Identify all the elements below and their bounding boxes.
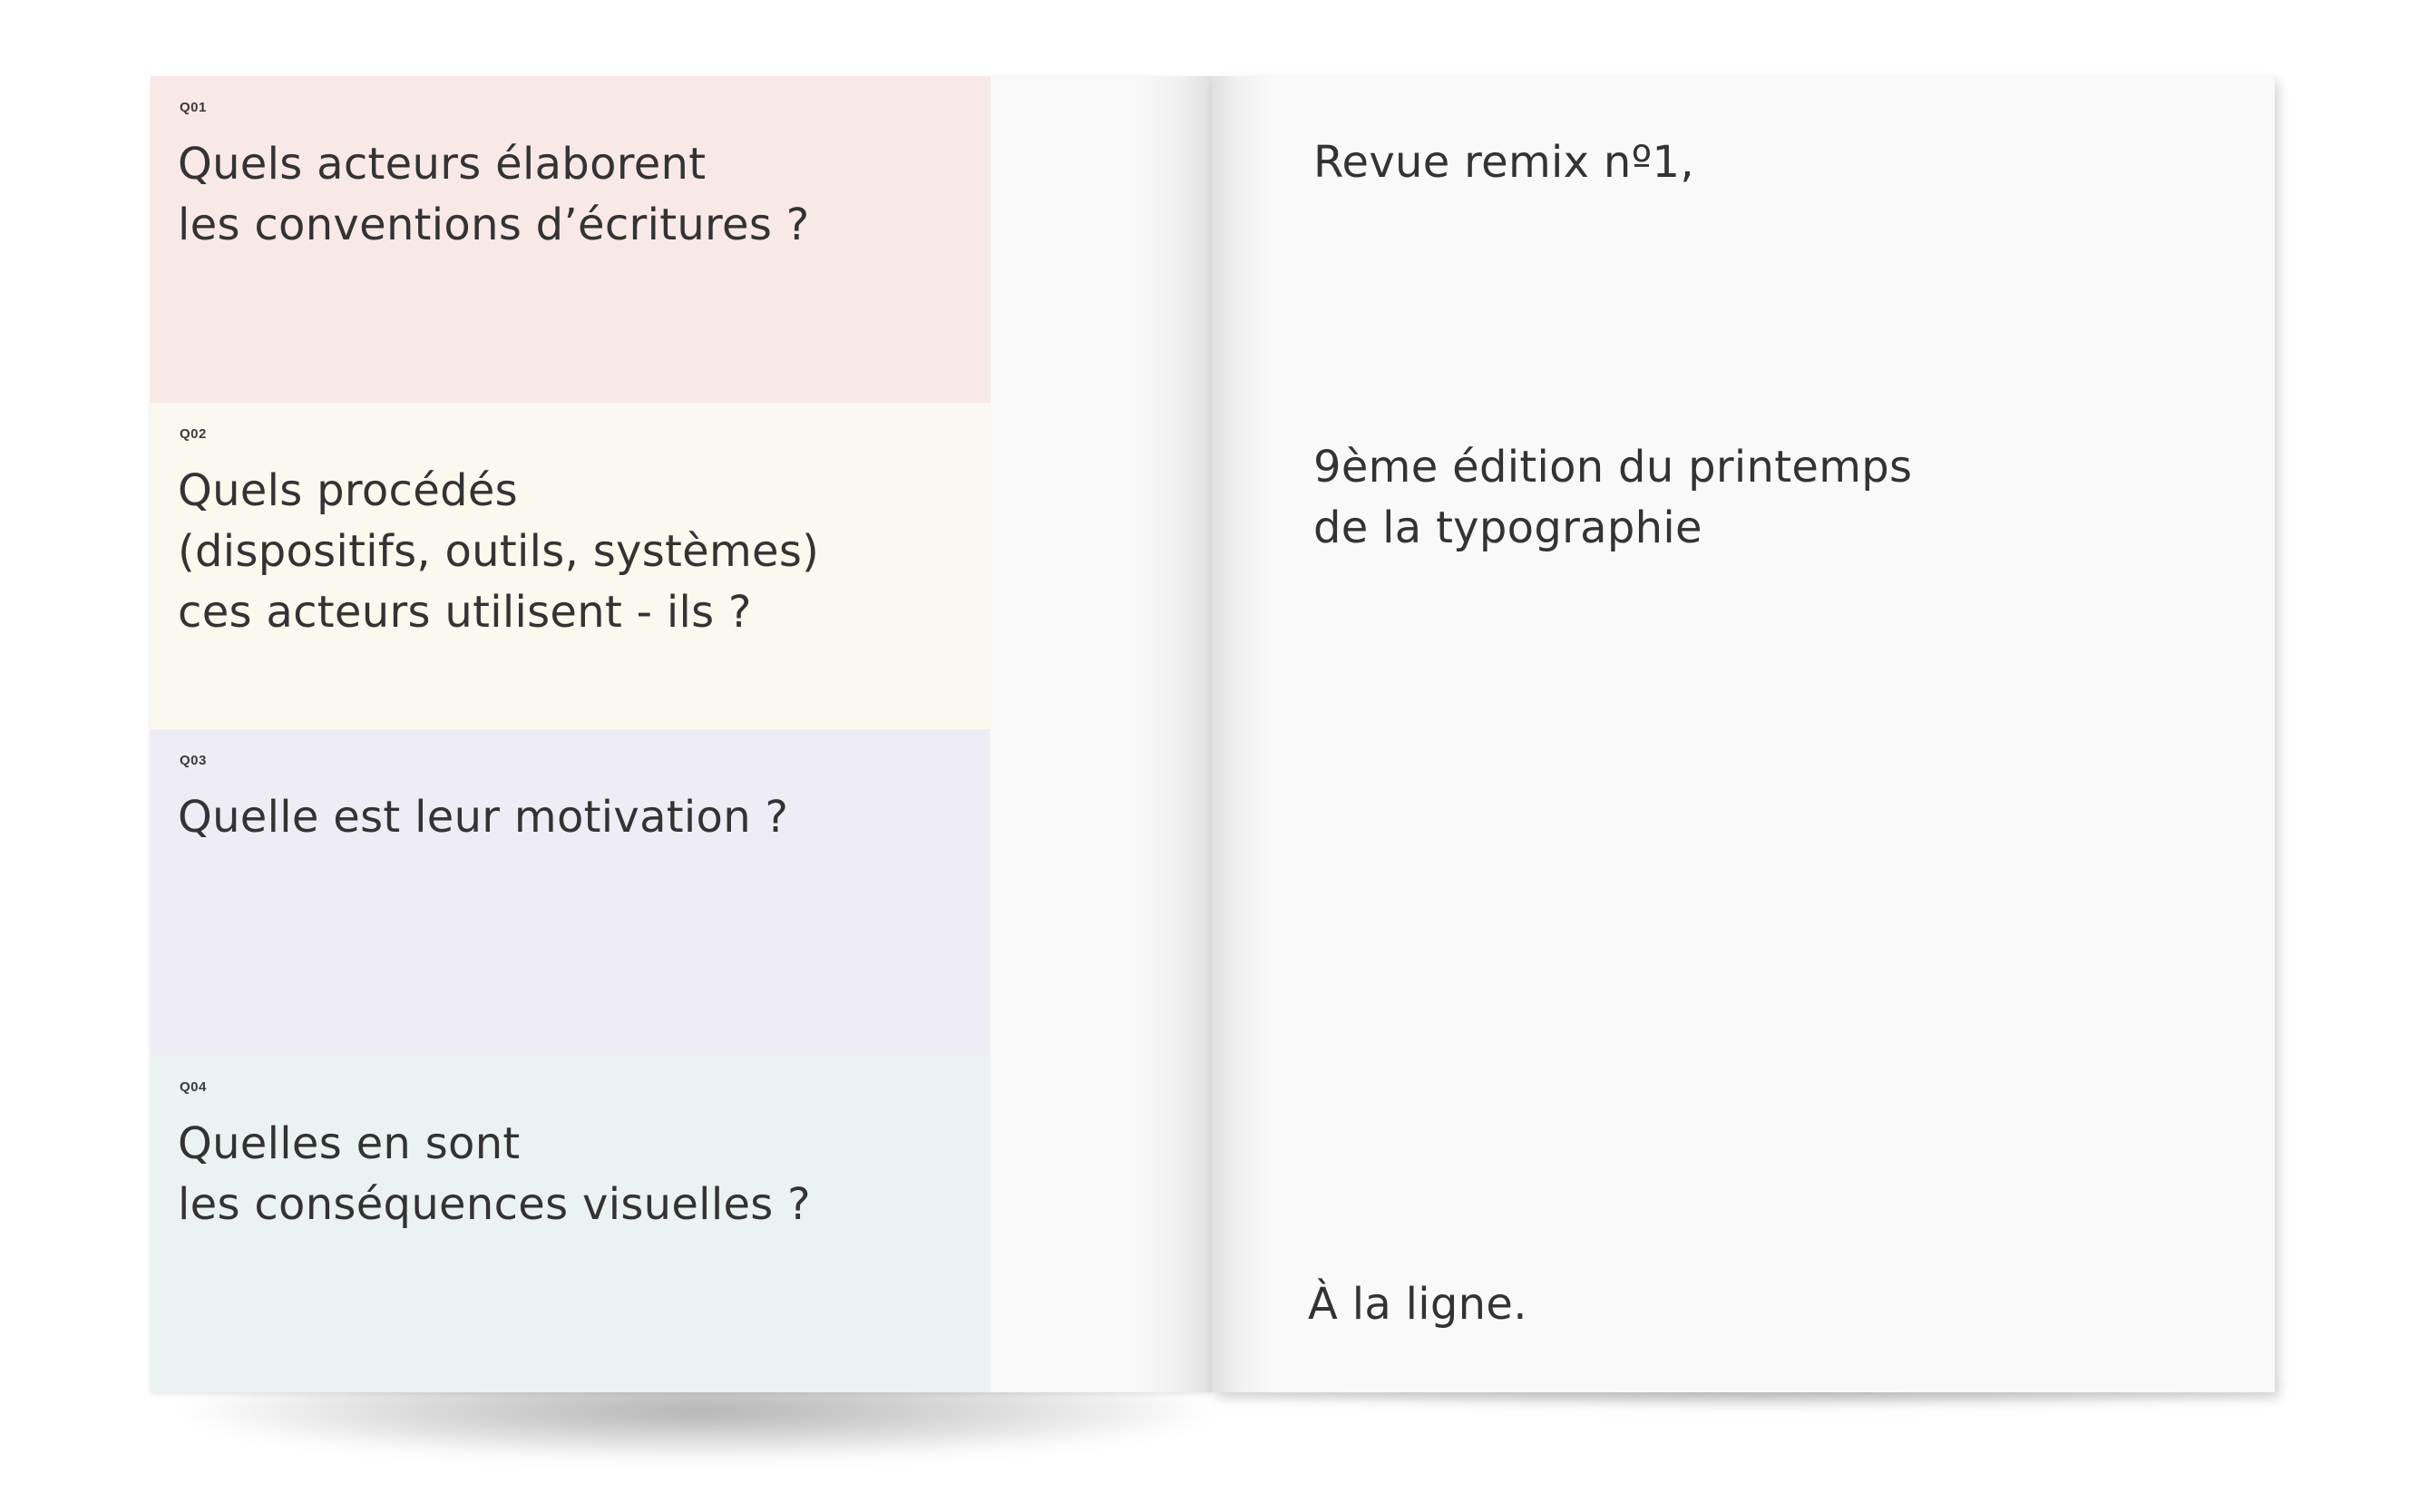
spine-shade-left xyxy=(1136,76,1212,1392)
question-number: Q01 xyxy=(180,100,207,115)
question-number: Q04 xyxy=(180,1079,207,1095)
question-text: Quelle est leur motivation ? xyxy=(178,792,789,843)
right-page xyxy=(1212,76,2275,1392)
question-block-q04 xyxy=(151,1056,990,1392)
page-footer-text: À la ligne. xyxy=(1308,1279,1527,1330)
question-number: Q03 xyxy=(180,753,207,768)
question-block-q01 xyxy=(151,76,990,403)
question-text: Quelles en sont les conséquences visuelles ? xyxy=(178,1118,811,1230)
question-block-q02 xyxy=(151,403,990,729)
edition-subtitle: 9ème édition du printemps de la typographie xyxy=(1313,442,1913,553)
spine-shade-right xyxy=(1212,76,1275,1392)
question-text: Quels procédés (dispositifs, outils, systèmes) ces acteurs utilisent - ils ? xyxy=(178,465,820,638)
issue-title: Revue remix nº1, xyxy=(1313,137,1694,188)
question-block-q03 xyxy=(151,729,990,1056)
question-text: Quels acteurs élaborent les conventions d’écritures ? xyxy=(178,139,810,250)
question-number: Q02 xyxy=(180,426,207,442)
